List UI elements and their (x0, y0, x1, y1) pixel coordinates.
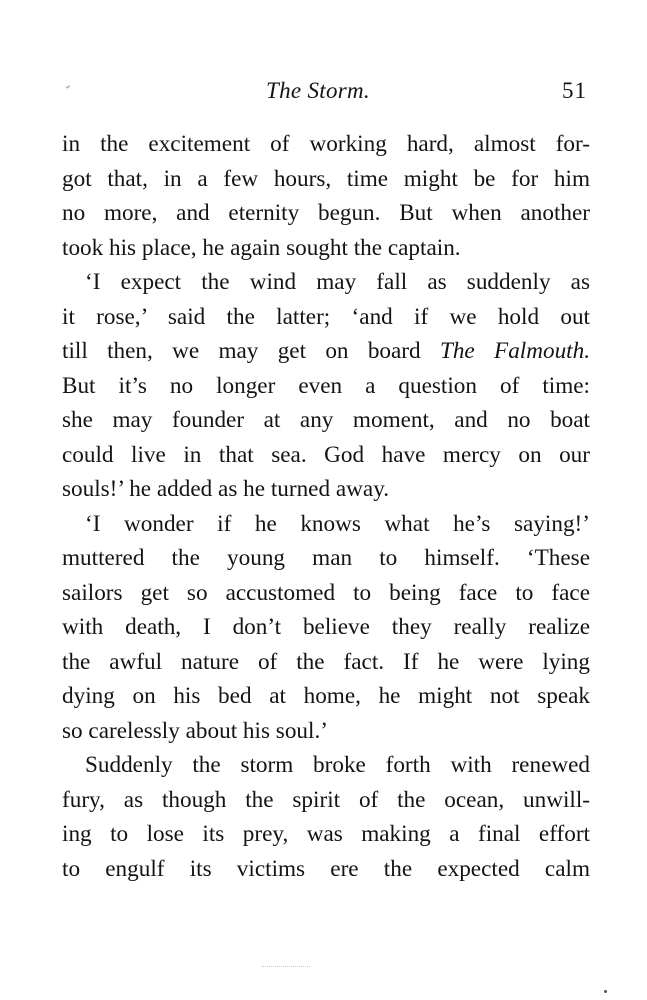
text-line: dying on his bed at home, he might not speak (62, 683, 590, 709)
text-line: it rose,’ said the latter; ‘and if we hold out (62, 303, 590, 330)
text-line: could live in that sea. God have mercy on our (62, 441, 590, 468)
paper-blemish (262, 966, 310, 967)
text-line: with death, I don’t believe they really realize (62, 614, 590, 640)
body-text (62, 127, 590, 886)
text-line: ‘I wonder if he knows what he’s saying!’ (85, 510, 590, 537)
running-head (0, 78, 647, 110)
text-line: Suddenly the storm broke forth with renewed (85, 752, 590, 778)
paper-blemish (604, 990, 607, 993)
ship-name: The Falmouth. (439, 338, 590, 364)
text-line: muttered the young man to himself. ‘These (62, 545, 590, 571)
text-line: ing to lose its prey, was making a final effort (62, 821, 590, 847)
text-line: But it’s no longer even a question of time: (62, 372, 590, 399)
text-line: to engulf its victims ere the expected calm (62, 855, 590, 882)
text-line: fury, as though the spirit of the ocean, unwill- (62, 786, 590, 813)
text-line: took his place, he again sought the captain. (62, 234, 461, 261)
text-line: the awful nature of the fact. If he were lying (62, 648, 590, 675)
text-line: she may founder at any moment, and no boat (62, 407, 590, 433)
text-segment: till then, we may get on board (62, 338, 440, 364)
text-line: souls!’ he added as he turned away. (62, 476, 390, 502)
page-number: 51 (562, 78, 587, 103)
text-line (62, 334, 590, 369)
text-line: got that, in a few hours, time might be for him (62, 165, 590, 192)
text-line: sailors get so accustomed to being face to face (62, 579, 590, 606)
text-line: no more, and eternity begun. But when another (62, 200, 590, 226)
text-line: so carelessly about his soul.’ (62, 717, 328, 744)
text-line: ‘I expect the wind may fall as suddenly as (85, 269, 590, 295)
running-title: The Storm. (266, 78, 370, 103)
text-line: in the excitement of working hard, almost for- (62, 131, 590, 157)
